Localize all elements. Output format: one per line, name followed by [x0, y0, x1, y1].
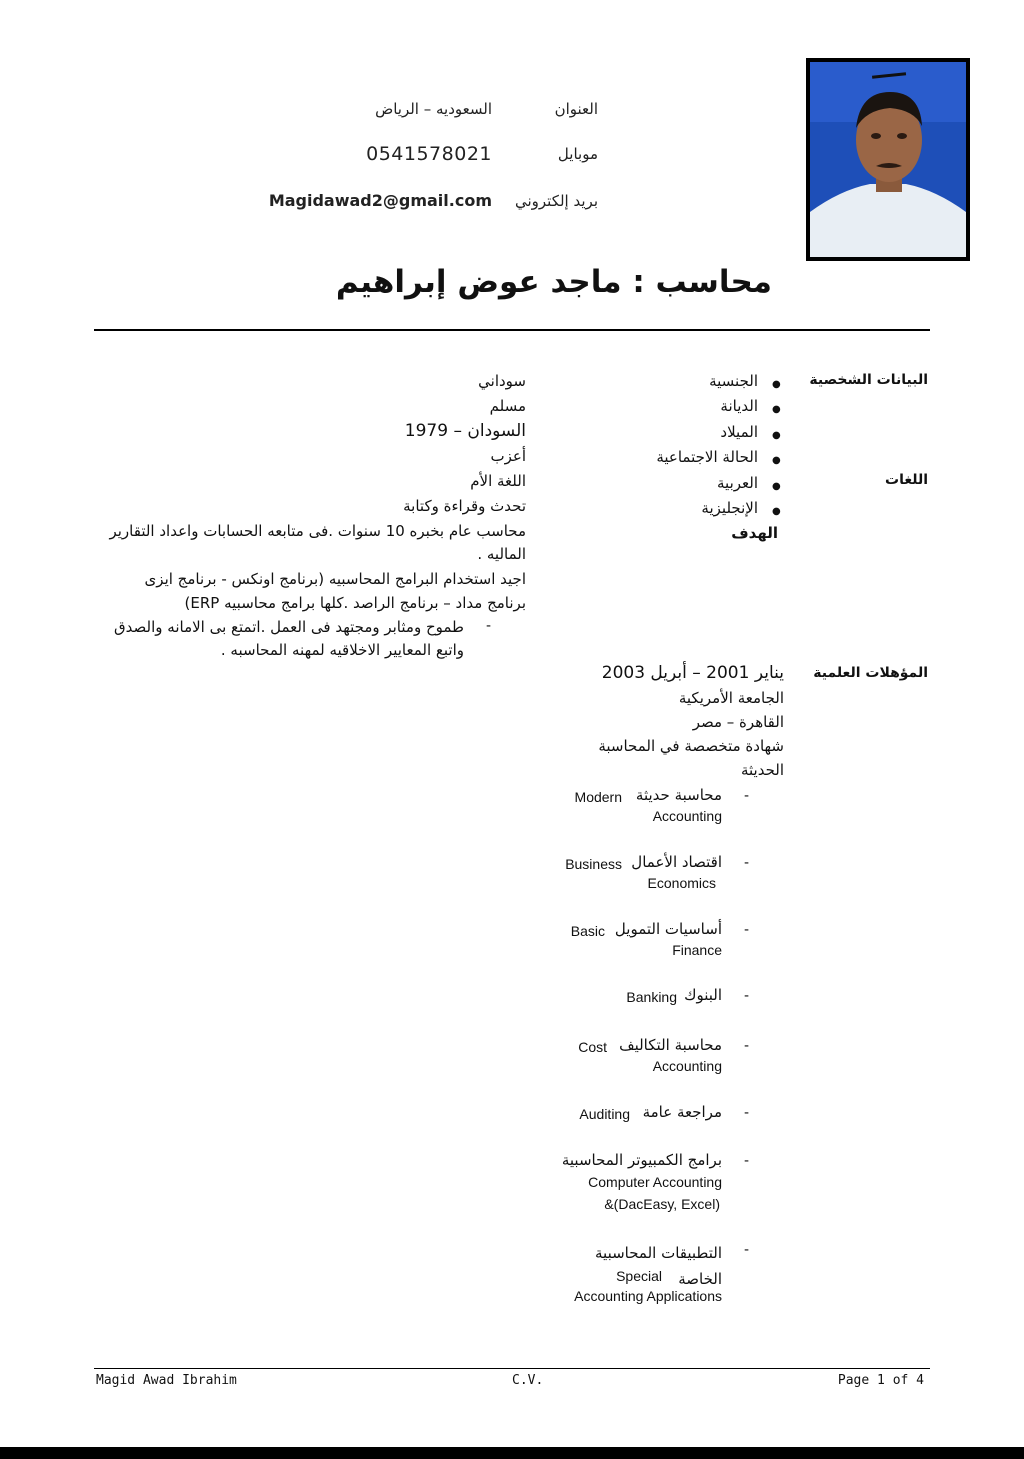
education-university: الجامعة الأمريكية	[678, 689, 784, 707]
language-arabic-level: اللغة الأم	[470, 472, 526, 490]
footer-name: Magid Awad Ibrahim	[96, 1373, 237, 1388]
dash-bullet: -	[744, 1105, 750, 1121]
course-english: Basic	[570, 923, 605, 939]
bullet-icon: ●	[772, 430, 781, 441]
page-bottom-edge	[0, 1447, 1024, 1459]
course-arabic: برامج الكمبيوتر المحاسبية	[561, 1151, 722, 1169]
section-education: المؤهلات العلمية	[813, 665, 928, 681]
mobile-value: 0541578021	[366, 143, 492, 165]
dash-bullet: -	[744, 855, 750, 871]
course-arabic: أساسيات التمويل	[614, 920, 722, 938]
course-arabic: البنوك	[684, 986, 722, 1004]
nationality-label: الجنسية	[709, 372, 758, 390]
goal-label: الهدف	[731, 524, 778, 542]
religion-value: مسلم	[489, 397, 526, 415]
bullet-icon: ●	[772, 455, 781, 466]
course-english: Auditing	[579, 1106, 630, 1122]
course-english: Business	[565, 856, 622, 872]
course-english: Finance	[672, 942, 722, 958]
course-arabic: مراجعة عامة	[642, 1103, 722, 1121]
nationality-value: سوداني	[478, 372, 526, 390]
section-languages: اللغات	[885, 472, 928, 488]
dash-bullet: -	[744, 1038, 750, 1054]
education-period: يناير 2001 – أبريل 2003	[601, 663, 784, 683]
goal-text-line: اجيد استخدام البرامج المحاسبيه (برنامج اونكس - برنامج ايزى	[144, 570, 526, 588]
bullet-icon: ●	[772, 481, 781, 492]
dash-bullet: -	[744, 1242, 750, 1258]
course-english: Accounting	[652, 808, 722, 824]
address-label: العنوان	[554, 100, 598, 118]
goal-text-line: الماليه .	[477, 545, 526, 563]
course-english: Accounting	[652, 1058, 722, 1074]
course-english: Economics	[647, 875, 716, 891]
course-arabic: التطبيقات المحاسبية الخاصة	[595, 1244, 722, 1288]
marital-status-value: أعزب	[490, 447, 526, 465]
course-english: Modern	[574, 789, 622, 805]
course-arabic: محاسبة حديثة	[635, 786, 722, 804]
course-english: &(DacEasy, Excel)	[604, 1196, 720, 1212]
mobile-label: موبايل	[557, 145, 598, 163]
religion-label: الديانة	[720, 397, 758, 415]
marital-status-label: الحالة الاجتماعية	[656, 448, 758, 466]
course-arabic: محاسبة التكاليف	[619, 1036, 722, 1054]
dash-bullet: -	[744, 788, 750, 804]
bullet-icon: ●	[772, 379, 781, 390]
goal-text-line: واتبع المعايير الاخلاقيه لمهنه المحاسبه .	[220, 641, 464, 659]
section-personal-data: البيانات الشخصية	[809, 372, 928, 388]
language-arabic-label: العربية	[717, 474, 758, 492]
email-value: Magidawad2@gmail.com	[268, 191, 492, 210]
course-arabic: اقتصاد الأعمال	[631, 853, 722, 871]
education-location: القاهرة – مصر	[692, 713, 784, 731]
dash-bullet: -	[744, 1153, 750, 1169]
profile-photo	[806, 58, 970, 261]
goal-text-line: محاسب عام بخبره 10 سنوات .فى متابعه الحسابات واعداد التقارير	[109, 522, 526, 540]
address-value: السعوديه – الرياض	[375, 100, 492, 118]
course-english: Special	[616, 1268, 662, 1284]
language-english-label: الإنجليزية	[701, 499, 758, 517]
goal-text-line: طموح ومثابر ومجتهد فى العمل .اتمتع بى الامانه والصدق	[114, 618, 464, 636]
footer-page-number: Page 1 of 4	[837, 1373, 924, 1388]
course-english: Banking	[626, 989, 677, 1005]
bullet-icon: ●	[772, 404, 781, 415]
language-english-level: تحدث وقراءة وكتابة	[403, 497, 526, 515]
course-english: Accounting Applications	[574, 1288, 722, 1304]
dash-bullet: -	[744, 922, 750, 938]
dash-bullet: -	[744, 988, 750, 1004]
birth-value: السودان – 1979	[404, 421, 526, 441]
birth-label: الميلاد	[720, 423, 758, 441]
bullet-icon: ●	[772, 506, 781, 517]
dash-bullet: -	[486, 618, 492, 634]
footer-center: C.V.	[512, 1373, 544, 1388]
education-degree: الحديثة	[740, 761, 784, 779]
footer-divider	[94, 1368, 930, 1369]
title-divider	[94, 329, 930, 331]
course-english: Computer Accounting	[588, 1174, 722, 1190]
person-portrait-icon	[810, 62, 966, 257]
email-label: بريد إلكتروني	[514, 192, 598, 210]
page-title: محاسب : ماجد عوض إبراهيم	[335, 264, 772, 300]
course-english: Cost	[578, 1039, 607, 1055]
goal-text-line: برنامج مداد – برنامج الراصد .كلها برامج محاسبيه ERP)	[184, 594, 526, 612]
education-degree: شهادة متخصصة في المحاسبة	[598, 737, 784, 755]
